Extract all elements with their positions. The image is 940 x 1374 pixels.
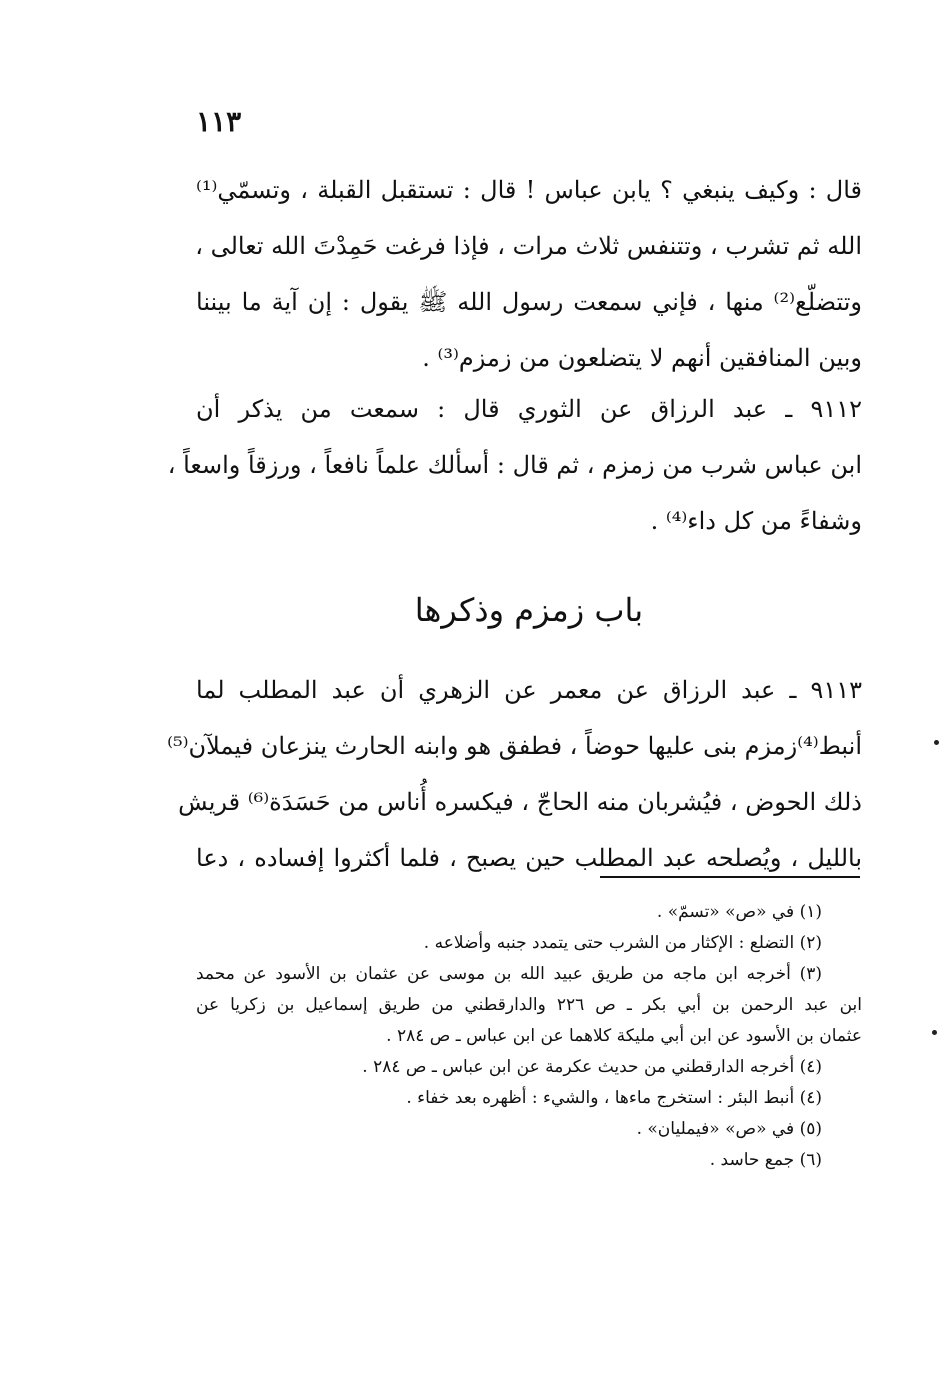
footnote: (٤) أخرجه الدارقطني من حديث عكرمة عن ابن عباس ـ ص ٢٨٤ . [362, 1057, 822, 1077]
footnote: (١) في «ص» «تسمّ» . [656, 902, 822, 922]
text-line: ذلك الحوض ، فيُشربان منه الحاجّ ، فيكسره أُناس من حَسَدَة⁽⁶⁾ قريش [178, 788, 862, 816]
text-line: وتتضلّع⁽²⁾ منها ، فإني سمعت رسول الله ﷺ يقول : إن آية ما بيننا [196, 288, 862, 316]
footnote: (٦) جمع حاسد . [709, 1150, 822, 1170]
footnote: (٤) أنبط البئر : استخرج ماءها ، والشيء : أظهره بعد خفاء . [406, 1088, 822, 1108]
chapter-heading: باب زمزم وذكرها [414, 591, 644, 629]
footnote-divider [600, 876, 860, 878]
text-line: أنبط⁽⁴⁾زمزم بنى عليها حوضاً ، فطفق هو وابنه الحارث ينزعان فيملآن⁽⁵⁾ [167, 732, 862, 760]
scan-mark [932, 1030, 937, 1035]
text-line: وبين المنافقين أنهم لا يتضلعون من زمزم⁽³⁾ . [422, 344, 862, 372]
footnote: ابن عبد الرحمن بن أبي بكر ـ ص ٢٢٦ والدارقطني من طريق إسماعيل بن زكريا عن [196, 995, 862, 1015]
hadith-9112 [167, 381, 862, 549]
footnote: (٢) التضلع : الإكثار من الشرب حتى يتمدد جنبه وأضلاعه . [423, 933, 822, 953]
footnote: (٣) أخرجه ابن ماجه من طريق عبيد الله بن موسى عن عثمان بن الأسود عن محمد [196, 964, 822, 984]
text-line: وشفاءً من كل داء⁽⁴⁾ . [650, 507, 862, 535]
text-line: بالليل ، ويُصلحه عبد المطلب حين يصبح ، فلما أكثروا إفساده ، دعا [196, 844, 862, 872]
footnotes [196, 897, 862, 1176]
text-line: الله ثم تشرب ، وتتنفس ثلاث مرات ، فإذا فرغت حَمِدْتَ الله تعالى ، [195, 232, 862, 260]
text-line: ٩١١٢ ـ عبد الرزاق عن الثوري قال : سمعت من يذكر أن [196, 395, 862, 423]
paragraph-continuation [196, 162, 862, 386]
text-line: قال : وكيف ينبغي ؟ يابن عباس ! قال : تستقبل القبلة ، وتسمّي⁽¹⁾ [196, 176, 862, 204]
page-number: ١١٣ [196, 105, 242, 138]
footnote: عثمان بن الأسود عن ابن أبي مليكة كلاهما عن ابن عباس ـ ص ٢٨٤ . [386, 1026, 862, 1046]
text-line: ابن عباس شرب من زمزم ، ثم قال : أسألك علماً نافعاً ، ورزقاً واسعاً ، [167, 451, 862, 479]
scan-mark [934, 740, 939, 745]
text-line: ٩١١٣ ـ عبد الرزاق عن معمر عن الزهري أن عبد المطلب لما [196, 676, 862, 704]
footnote: (٥) في «ص» «فيمليان» . [636, 1119, 822, 1139]
hadith-9113 [167, 662, 862, 886]
